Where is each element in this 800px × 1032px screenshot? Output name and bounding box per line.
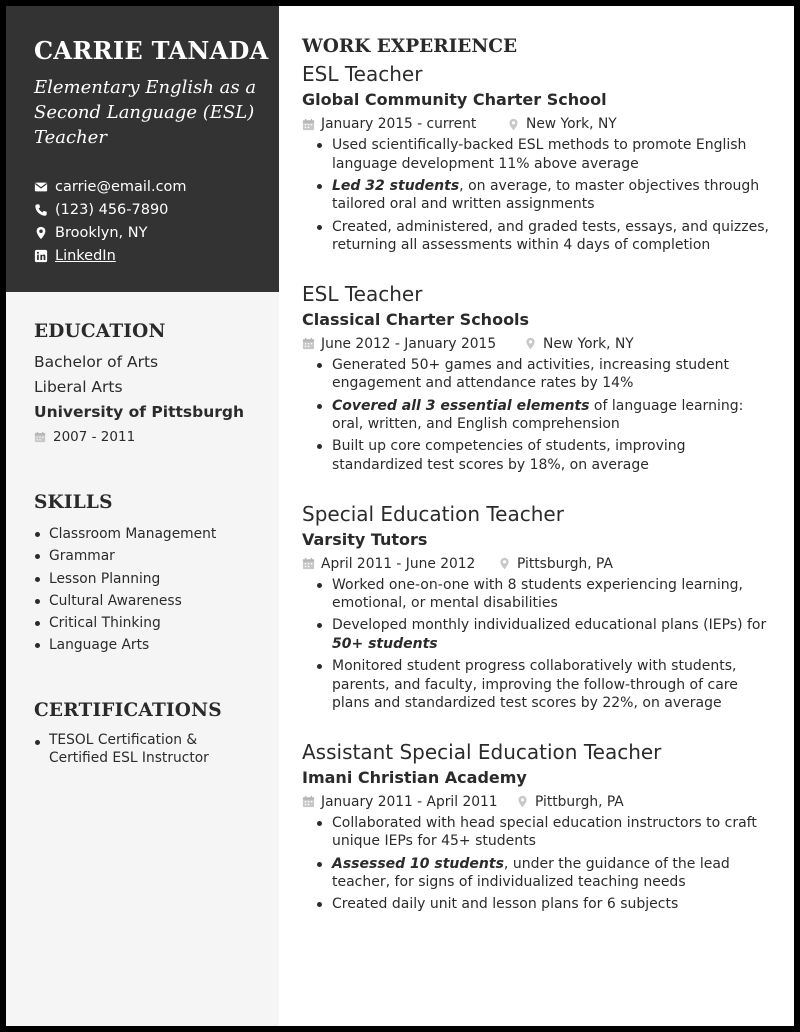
bullet-text: Worked one-on-one with 8 students experiencing learning, emotional, or mental disabilities — [332, 576, 743, 612]
list-item: Language Arts — [34, 634, 279, 656]
job-dates-text: January 2015 - current — [321, 116, 477, 132]
job-title: ESL Teacher — [302, 281, 423, 306]
job-location — [507, 113, 617, 135]
envelope-icon — [34, 180, 48, 194]
contact-email — [34, 175, 279, 198]
education-dates — [34, 425, 279, 449]
job-dates-text: January 2011 - April 2011 — [321, 793, 498, 810]
linkedin-icon — [34, 249, 48, 263]
candidate-name: CARRIE TANADA — [34, 36, 269, 65]
bullet-text: Built up core competencies of students, improving standardized test scores by 18%, on average — [332, 438, 686, 473]
list-item — [315, 218, 770, 255]
calendar-icon — [302, 795, 315, 808]
contact-list — [34, 175, 279, 267]
job-location — [498, 553, 613, 575]
job-bullets — [302, 356, 794, 475]
skills-list — [34, 523, 279, 657]
list-item — [315, 895, 770, 914]
job-location-text: New York, NY — [543, 335, 634, 352]
list-item — [315, 814, 770, 851]
list-item: Lesson Planning — [34, 568, 279, 590]
bullet-text: Collaborated with head special education instructors to craft unique IEPs for 45+ students — [332, 814, 757, 850]
job-dates — [302, 791, 516, 813]
certifications-list — [34, 731, 279, 768]
bullet-text: Created daily unit and lesson plans for 6 subjects — [332, 896, 679, 913]
jobs-container — [302, 61, 794, 914]
list-item — [315, 657, 770, 713]
job-meta — [302, 113, 794, 135]
job-meta — [302, 553, 794, 575]
list-item: Critical Thinking — [34, 612, 279, 634]
job-location — [524, 333, 634, 355]
linkedin-link[interactable]: LinkedIn — [55, 247, 116, 264]
job-location — [516, 791, 624, 813]
job-location-text: Pittsburgh, PA — [517, 555, 613, 572]
map-pin-icon — [507, 118, 520, 131]
calendar-icon — [34, 431, 46, 443]
list-item: TESOL Certification & Certified ESL Instructor — [34, 731, 214, 768]
bullet-emphasis: Led 32 students — [332, 177, 460, 194]
list-item — [315, 576, 770, 613]
bullet-text: , on average, to master objectives through tailored oral and written assignments — [332, 177, 760, 213]
job-location-text: New York, NY — [526, 116, 617, 132]
job-dates — [302, 113, 507, 135]
job-meta — [302, 791, 794, 813]
email-text: carrie@email.com — [55, 178, 187, 195]
certifications-section — [6, 699, 279, 768]
job-bullets — [302, 576, 794, 713]
job-bullets — [302, 136, 794, 255]
job-dates — [302, 553, 498, 575]
job-title: ESL Teacher — [302, 62, 423, 86]
degree: Bachelor of Arts — [34, 353, 159, 371]
skills-section — [6, 491, 279, 657]
job-entry — [302, 61, 794, 255]
job-entry — [302, 501, 794, 713]
job-entry — [302, 739, 794, 914]
location-text: Brooklyn, NY — [55, 224, 148, 241]
bullet-text: Generated 50+ games and activities, increasing student engagement and attendance rates by 14% — [332, 356, 729, 392]
bullet-emphasis: Assessed 10 students — [332, 855, 504, 872]
map-pin-icon — [524, 337, 537, 350]
resume-page — [6, 6, 794, 1026]
list-item — [315, 356, 770, 393]
calendar-icon — [302, 118, 315, 131]
contact-linkedin — [34, 244, 279, 267]
certifications-heading: CERTIFICATIONS — [34, 699, 222, 721]
company-name: Global Community Charter School — [302, 90, 607, 109]
calendar-icon — [302, 337, 315, 350]
bullet-text: Used scientifically-backed ESL methods to promote English language development 11% above average — [332, 137, 747, 172]
map-pin-icon — [34, 226, 48, 240]
list-item: Classroom Management — [34, 523, 279, 545]
list-item: Cultural Awareness — [34, 590, 279, 612]
education-section — [6, 320, 279, 449]
map-pin-icon — [498, 557, 511, 570]
header-block — [6, 6, 279, 292]
bullet-text: Developed monthly individualized educational plans (IEPs) for — [332, 617, 767, 634]
field: Liberal Arts — [34, 378, 123, 396]
job-title: Special Education Teacher — [302, 501, 564, 526]
company-name: Varsity Tutors — [302, 529, 428, 549]
bullet-emphasis: 50+ students — [332, 635, 438, 652]
main-column — [279, 6, 794, 1026]
sidebar — [6, 6, 279, 1026]
education-heading: EDUCATION — [34, 321, 166, 342]
education-dates-text: 2007 - 2011 — [53, 429, 136, 445]
bullet-emphasis: Covered all 3 essential elements — [332, 397, 590, 414]
contact-phone — [34, 198, 279, 221]
company-name: Classical Charter Schools — [302, 309, 530, 329]
job-bullets — [302, 814, 794, 914]
bullet-text: Monitored student progress collaboratively with students, parents, and faculty, improving the follow-through of care plans and standardized test scores by 22%, on average — [332, 658, 738, 712]
list-item — [315, 397, 770, 434]
list-item — [315, 437, 770, 474]
job-dates-text: April 2011 - June 2012 — [321, 555, 476, 572]
bullet-text: , under the guidance of the lead teacher, for signs of individualized teaching needs — [332, 855, 730, 891]
list-item — [315, 855, 770, 892]
phone-text: (123) 456-7890 — [55, 201, 169, 218]
job-meta — [302, 333, 794, 355]
job-location-text: Pittburgh, PA — [535, 793, 624, 810]
bullet-text: Created, administered, and graded tests, essays, and quizzes, returning all assessments within 4 days of completion — [332, 218, 769, 254]
map-pin-icon — [516, 795, 529, 808]
list-item — [315, 616, 770, 653]
contact-location — [34, 221, 279, 244]
job-dates-text: June 2012 - January 2015 — [321, 335, 497, 352]
job-entry — [302, 281, 794, 475]
list-item: Grammar — [34, 545, 279, 567]
list-item — [315, 136, 770, 173]
calendar-icon — [302, 557, 315, 570]
candidate-title: Elementary English as a Second Language (ESL) Teacher — [34, 77, 257, 148]
skills-heading: SKILLS — [34, 492, 113, 513]
company-name: Imani Christian Academy — [302, 767, 527, 787]
list-item — [315, 177, 770, 214]
phone-icon — [34, 203, 48, 217]
job-title: Assistant Special Education Teacher — [302, 739, 662, 764]
job-dates — [302, 333, 524, 355]
school-name: University of Pittsburgh — [34, 403, 245, 421]
work-experience-heading: WORK EXPERIENCE — [302, 36, 518, 57]
bullet-text: of language learning: oral, written, and English comprehension — [332, 397, 744, 433]
